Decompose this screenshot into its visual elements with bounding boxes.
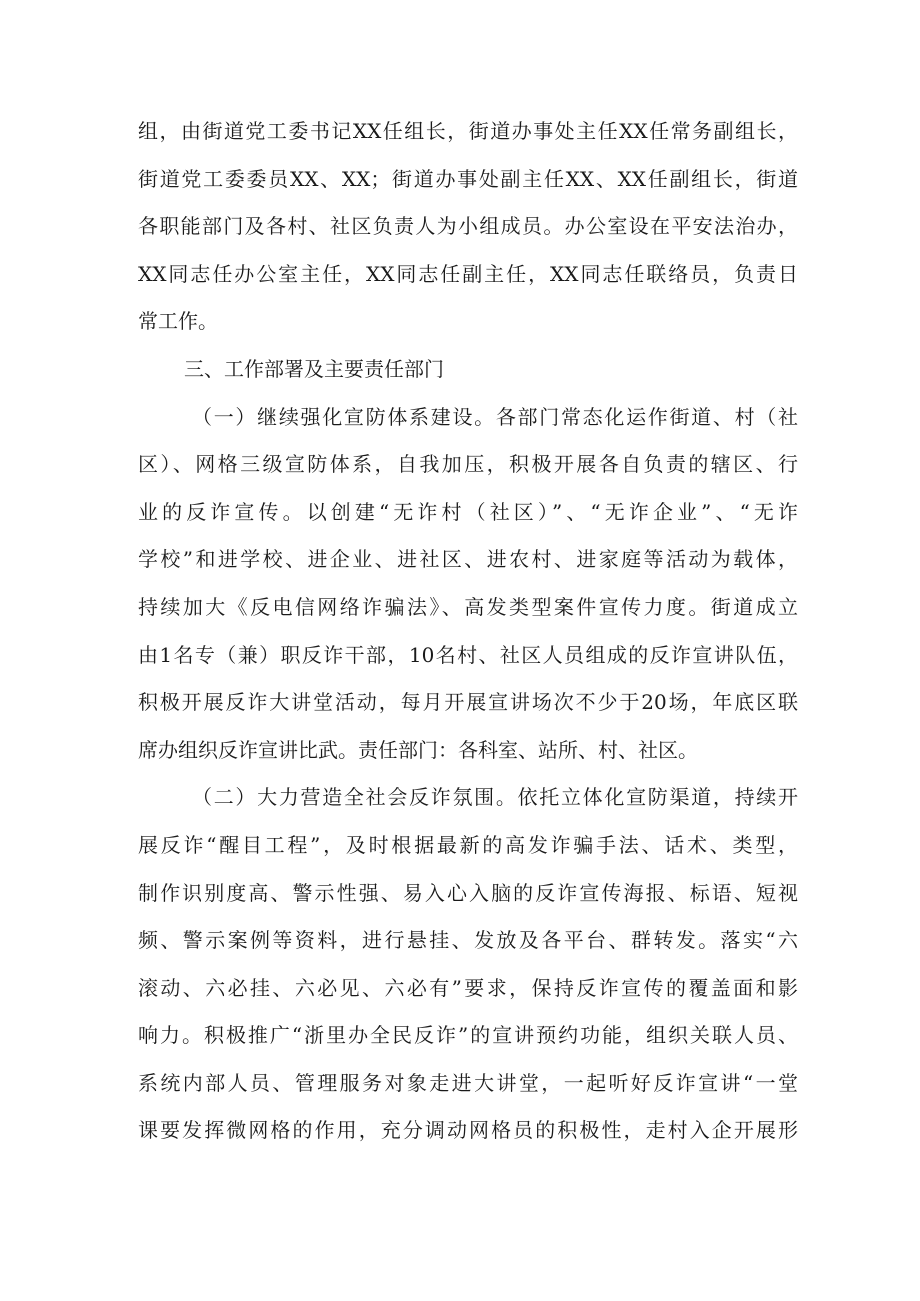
text-line: 由1名专（兼）职反诈干部，10名村、社区人员组成的反诈宣讲队伍，: [138, 642, 798, 667]
text-line: 展反诈“醒目工程”，及时根据最新的高发诈骗手法、话术、类型，: [138, 832, 798, 857]
text-line: （一）继续强化宣防体系建设。各部门常态化运作街道、村（社: [192, 404, 798, 429]
paragraph-continuation: [138, 108, 798, 346]
paragraph-item-one: [138, 394, 798, 775]
text-line: 学校”和进学校、进企业、进社区、进农村、进家庭等活动为载体，: [138, 547, 798, 572]
text-line: 常工作。: [138, 309, 218, 334]
text-line: 区）、网格三级宣防体系，自我加压，积极开展各自负责的辖区、行: [138, 452, 798, 477]
text-line: （二）大力营造全社会反诈氛围。依托立体化宣防渠道，持续开: [192, 785, 798, 810]
section-heading: 三、工作部署及主要责任部门: [184, 356, 444, 381]
text-line: 课要发挥微网格的作用，充分调动网格员的积极性，走村入企开展形: [138, 1118, 798, 1143]
text-line: 频、警示案例等资料，进行悬挂、发放及各平台、群转发。落实“六: [138, 928, 798, 953]
text-line: 积极开展反诈大讲堂活动，每月开展宣讲场次不少于20场，年底区联: [138, 690, 798, 715]
text-line: 滚动、六必挂、六必见、六必有”要求，保持反诈宣传的覆盖面和影: [138, 975, 798, 1000]
text-line: 各职能部门及各村、社区负责人为小组成员。办公室设在平安法治办，: [138, 214, 798, 239]
document-body: [138, 108, 798, 1155]
text-line: 制作识别度高、警示性强、易入心入脑的反诈宣传海报、标语、短视: [138, 880, 798, 905]
text-line: 席办组织反诈宣讲比武。责任部门：各科室、站所、村、社区。: [138, 737, 698, 762]
text-line: 响力。积极推广“浙里办全民反诈”的宣讲预约功能，组织关联人员、: [138, 1023, 798, 1048]
text-line: XX同志任办公室主任，XX同志任副主任，XX同志任联络员，负责日: [138, 261, 798, 286]
text-line: 持续加大《反电信网络诈骗法》、高发类型案件宣传力度。街道成立: [138, 594, 798, 619]
text-line: 系统内部人员、管理服务对象走进大讲堂，一起听好反诈宣讲“一堂: [138, 1070, 798, 1095]
text-line: 业的反诈宣传。以创建“无诈村（社区）”、“无诈企业”、“无诈: [138, 499, 798, 524]
text-line: 街道党工委委员XX、XX；街道办事处副主任XX、XX任副组长，街道: [138, 166, 798, 191]
paragraph-item-two: [138, 774, 798, 1155]
text-line: 组，由街道党工委书记XX任组长，街道办事处主任XX任常务副组长，: [138, 119, 798, 143]
